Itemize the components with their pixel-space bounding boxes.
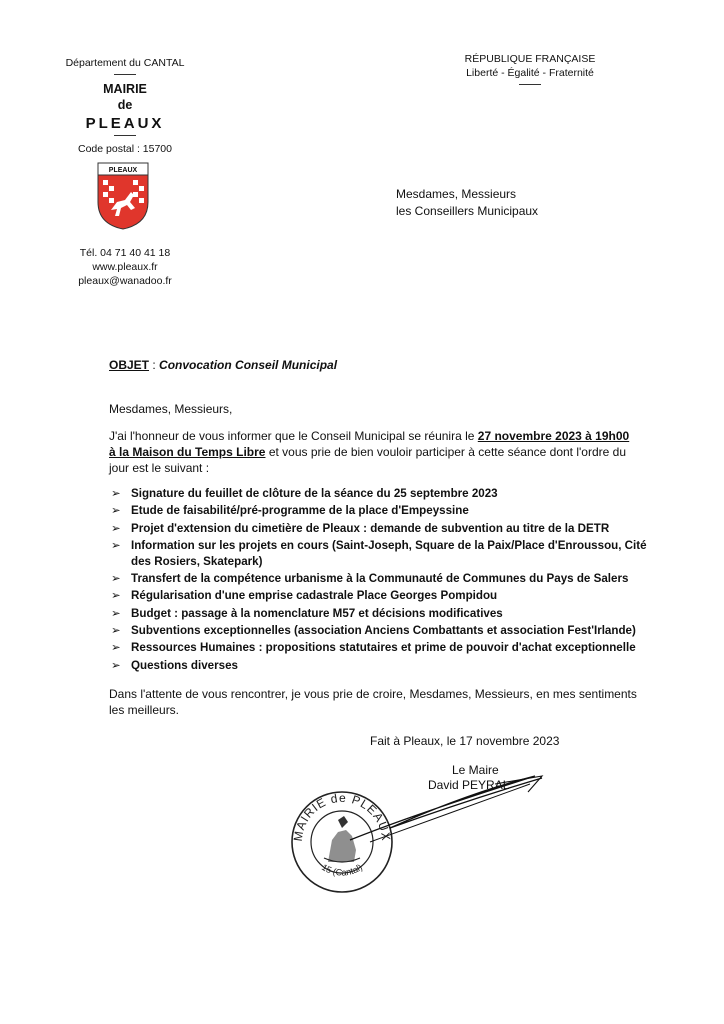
agenda-item	[109, 486, 649, 502]
email: pleaux@wanadoo.fr	[78, 275, 172, 287]
agenda-item-text: Ressources Humaines : propositions statutaires et prime de pouvoir d'achat exceptionnelle	[131, 641, 636, 655]
salutation: Mesdames, Messieurs,	[109, 402, 233, 416]
crest-label: PLEAUX	[108, 167, 138, 174]
arrow-bullet-icon: ➢	[111, 538, 121, 552]
recipient-line-2: les Conseillers Municipaux	[396, 204, 539, 218]
mairie-label: MAIRIE	[103, 82, 147, 96]
agenda-item-text: Etude de faisabilité/pré-programme de la place d'Empeyssine	[131, 504, 469, 518]
recipient-line-1: Mesdames, Messieurs	[396, 187, 517, 201]
motto: Liberté - Égalité - Fraternité	[466, 67, 594, 79]
divider	[114, 74, 136, 75]
body-text-1: J'ai l'honneur de vous informer que le Conseil Municipal se réunira le	[109, 429, 478, 443]
date-line: Fait à Pleaux, le 17 novembre 2023	[370, 734, 560, 748]
agenda-item	[109, 623, 649, 639]
agenda-item	[109, 538, 649, 570]
agenda-item	[109, 658, 649, 674]
agenda-item	[109, 606, 649, 622]
stamp-text-bottom: 15 (Cantal)	[319, 862, 365, 878]
official-stamp-and-signature	[280, 770, 560, 910]
body-text-2: et vous prie de bien vouloir participer à cette séance dont l'ordre du jour est le suivant :	[109, 445, 626, 475]
agenda-item-text: Signature du feuillet de clôture de la séance du 25 septembre 2023	[131, 487, 498, 500]
svg-text:15 (Cantal)	[320, 862, 364, 878]
arrow-bullet-icon: ➢	[111, 658, 121, 672]
arrow-bullet-icon: ➢	[111, 504, 121, 518]
postal-code: Code postal : 15700	[78, 143, 172, 155]
contact-block	[60, 246, 190, 288]
subject-separator: :	[149, 358, 160, 372]
arrow-bullet-icon: ➢	[111, 641, 121, 655]
arrow-bullet-icon: ➢	[111, 487, 121, 500]
body-paragraph	[109, 428, 637, 476]
arrow-bullet-icon: ➢	[111, 572, 121, 586]
republic-label: RÉPUBLIQUE FRANÇAISE	[464, 53, 596, 65]
agenda-item-text: Régularisation d'une emprise cadastrale Place Georges Pompidou	[131, 589, 498, 603]
meeting-date-location: 27 novembre 2023 à 19h00 à la Maison du Temps Libre	[109, 429, 630, 459]
divider	[519, 84, 541, 85]
agenda-item-text: Subventions exceptionnelles (association Anciens Combattants et association Fest'Irlande)	[131, 624, 636, 638]
arrow-bullet-icon: ➢	[111, 624, 121, 638]
arrow-bullet-icon: ➢	[111, 589, 121, 603]
letterhead-left	[40, 56, 210, 156]
agenda-item-text: Budget : passage à la nomenclature M57 et décisions modificatives	[131, 606, 503, 620]
agenda-item	[109, 571, 649, 587]
recipient-block	[396, 186, 538, 220]
agenda-item	[109, 588, 649, 604]
town-name: PLEAUX	[85, 115, 165, 132]
subject-line	[109, 358, 337, 372]
phone: Tél. 04 71 40 41 18	[79, 247, 171, 259]
subject-label: OBJET	[109, 358, 150, 372]
agenda-item	[109, 521, 649, 537]
department-label: Département du CANTAL	[65, 57, 185, 69]
arrow-bullet-icon: ➢	[111, 521, 121, 535]
de-label: de	[117, 98, 133, 112]
signatory-name: David PEYRAL	[428, 778, 510, 792]
closing-paragraph: Dans l'attente de vous rencontrer, je vous prie de croire, Mesdames, Messieurs, en mes sentiments les meilleurs.	[109, 687, 637, 717]
arrow-bullet-icon: ➢	[111, 606, 121, 620]
agenda-item-text: Transfert de la compétence urbanisme à la Communauté de Communes du Pays de Salers	[131, 572, 629, 586]
agenda-item-text: Information sur les projets en cours (Saint-Joseph, Square de la Paix/Place d'Enroussou, Cité des Rosiers, Skatepark)	[131, 538, 647, 568]
subject-value: Convocation Conseil Municipal	[159, 358, 338, 372]
agenda-item-text: Projet d'extension du cimetière de Pleaux : demande de subvention au titre de la DETR	[131, 521, 610, 535]
agenda-item-text: Questions diverses	[131, 658, 238, 672]
agenda-item	[109, 503, 649, 519]
letterhead-right	[440, 52, 620, 91]
agenda-item	[109, 640, 649, 656]
agenda-list	[109, 486, 649, 675]
divider	[114, 135, 136, 136]
signatory-title: Le Maire	[452, 763, 499, 777]
town-crest-icon	[97, 162, 149, 230]
website: www.pleaux.fr	[92, 261, 158, 273]
stamp-text-top: MAIRIE de PLEAUX	[290, 790, 394, 843]
